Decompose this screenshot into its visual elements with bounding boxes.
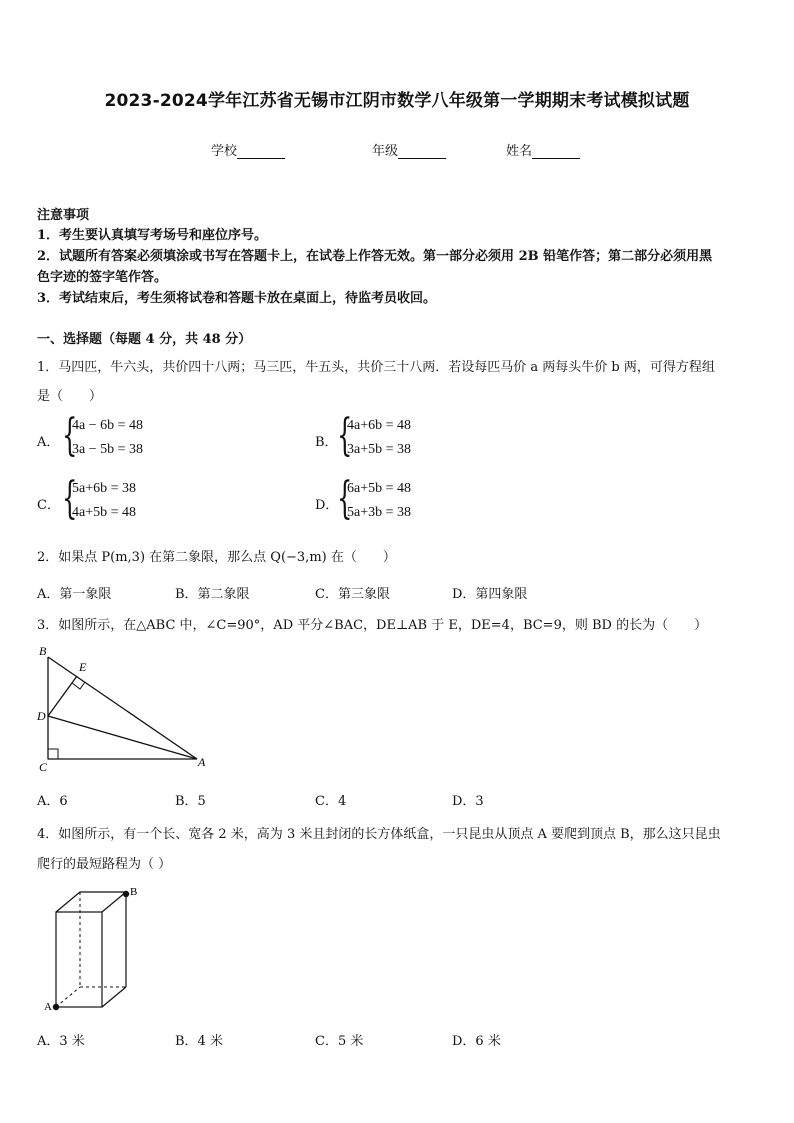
q1-option-d-eq1: 6a+5b = 48 <box>347 481 412 496</box>
q3-option-a[interactable]: A．6 <box>37 794 68 809</box>
school-field <box>211 140 285 159</box>
side-ab <box>48 657 197 759</box>
grade-blank <box>398 144 446 159</box>
label-a: A <box>198 755 206 769</box>
right-angle-c-icon <box>48 749 58 759</box>
q4-option-b[interactable]: B．4 米 <box>175 1034 223 1049</box>
vertex-a-dot <box>53 1004 59 1010</box>
brace-icon: { <box>337 473 353 524</box>
q1-option-d-label[interactable]: D． <box>315 498 339 513</box>
box-edge <box>102 987 126 1007</box>
box-front-face <box>56 912 102 1007</box>
q1-text-cont: 是（ ） <box>37 389 103 404</box>
q4-option-c[interactable]: C．5 米 <box>315 1034 364 1049</box>
section-heading: 一、选择题（每题 4 分，共 48 分） <box>37 332 252 347</box>
vertex-b-dot <box>123 891 129 897</box>
grade-label: 年级 <box>372 144 399 159</box>
q4-option-d[interactable]: D．6 米 <box>452 1034 501 1049</box>
box-hidden-edge <box>56 987 80 1007</box>
notice-item: 1．考生要认真填写考场号和座位序号。 <box>37 228 268 243</box>
label-c: C <box>39 760 48 774</box>
right-angle-e-icon <box>72 682 85 689</box>
notice-item: 色字迹的签字笔作答。 <box>37 270 168 285</box>
name-blank <box>532 144 580 159</box>
q2-text: 2．如果点 P(m,3) 在第二象限，那么点 Q(−3,m) 在（ ） <box>37 550 396 565</box>
page-title: 2023-2024学年江苏省无锡市江阴市数学八年级第一学期期末考试模拟试题 <box>104 91 690 111</box>
q4-text-cont: 爬行的最短路程为（ ） <box>37 857 172 872</box>
q1-option-c-label[interactable]: C． <box>37 498 60 513</box>
segment-de <box>48 676 77 716</box>
q1-option-b-label[interactable]: B． <box>315 435 338 450</box>
notice-item: 2．试题所有答案必须填涂或书写在答题卡上，在试卷上作答无效。第一部分必须用 2B 铅笔作答；第二部分必须用黑 <box>37 249 713 264</box>
notice-heading: 注意事项 <box>37 208 90 223</box>
q3-option-d[interactable]: D．3 <box>452 794 484 809</box>
brace-icon: { <box>62 473 78 524</box>
school-label: 学校 <box>211 144 238 159</box>
notice-item: 3．考试结束后，考生须将试卷和答题卡放在桌面上，待监考员收回。 <box>37 291 437 306</box>
segment-ad <box>48 716 197 759</box>
q1-option-c-eq1: 5a+6b = 38 <box>72 481 137 496</box>
box-edge <box>102 892 126 912</box>
q1-option-a-label[interactable]: A． <box>37 435 60 450</box>
q1-text: 1．马四匹，牛六头，共价四十八两；马三匹，牛五头，共价三十八两．若设每匹马价 a 两每头牛价 b 两，可得方程组 <box>37 360 715 375</box>
q2-option-c[interactable]: C．第三象限 <box>315 587 390 602</box>
q1-option-b-eq1: 4a+6b = 48 <box>347 418 412 433</box>
q4-option-a[interactable]: A．3 米 <box>37 1034 85 1049</box>
q3-option-c[interactable]: C．4 <box>315 794 347 809</box>
school-blank <box>237 144 285 159</box>
q2-option-d[interactable]: D．第四象限 <box>452 587 528 602</box>
q1-option-b-eq2: 3a+5b = 38 <box>347 442 412 457</box>
q1-option-c-eq2: 4a+5b = 48 <box>72 505 137 520</box>
q2-option-b[interactable]: B．第二象限 <box>175 587 250 602</box>
brace-icon: { <box>62 410 78 461</box>
name-label: 姓名 <box>506 144 533 159</box>
brace-icon: { <box>337 410 353 461</box>
name-field <box>506 140 580 159</box>
label-e: E <box>79 660 87 674</box>
q1-option-a-eq2: 3a − 5b = 38 <box>72 442 144 457</box>
label-d: D <box>37 709 46 723</box>
label-b: B <box>39 644 47 658</box>
triangle-figure <box>34 642 214 777</box>
q1-option-a-eq1: 4a − 6b = 48 <box>72 418 144 433</box>
q1-option-d-eq2: 5a+3b = 38 <box>347 505 412 520</box>
q2-option-a[interactable]: A．第一象限 <box>37 587 112 602</box>
q3-option-b[interactable]: B．5 <box>175 794 206 809</box>
label-b: B <box>130 886 138 898</box>
box-edge <box>56 892 80 912</box>
q3-text: 3．如图所示，在△ABC 中，∠C=90°，AD 平分∠BAC，DE⊥AB 于 E，DE=4，BC=9，则 BD 的长为（ ） <box>37 618 708 633</box>
box-figure <box>40 884 150 1019</box>
grade-field <box>372 140 446 159</box>
label-a: A <box>44 1001 52 1013</box>
q4-text: 4．如图所示，有一个长、宽各 2 米，高为 3 米且封闭的长方体纸盒，一只昆虫从顶点 A 要爬到顶点 B，那么这只昆虫 <box>37 827 721 842</box>
